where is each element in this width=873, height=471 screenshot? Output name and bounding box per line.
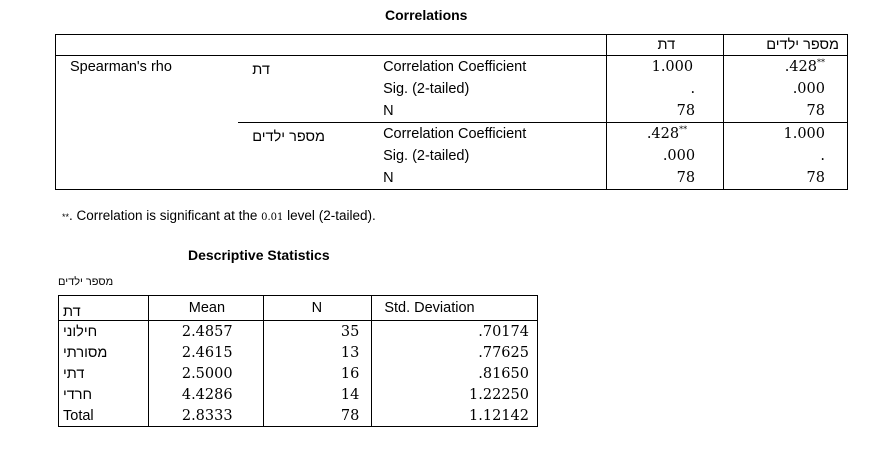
column-header-religion: דת — [607, 35, 724, 56]
mean-cell: 2.5000 — [181, 365, 233, 382]
variable-label: מספר ילדים — [58, 276, 114, 288]
footnote-tail: (2-tailed). — [318, 208, 376, 223]
footnote-marker: ** — [62, 212, 70, 222]
stat-label: Correlation Coefficient — [383, 126, 527, 142]
n-cell: 78 — [263, 405, 372, 427]
stat-label: Sig. (2-tailed) — [383, 148, 470, 164]
mean-cell: 2.8333 — [148, 405, 263, 427]
row-var-num-children: מספר ילדים — [238, 123, 375, 190]
row-label: Total — [59, 405, 149, 427]
value-cell: 78 — [607, 100, 724, 123]
n-cell: 14 — [263, 384, 372, 405]
row-var-religion: דת — [238, 56, 375, 123]
table-row — [59, 405, 538, 427]
footnote-end: level — [287, 208, 315, 223]
value-cell — [724, 56, 848, 79]
row-label: חילוני — [59, 321, 149, 343]
descriptive-header-row — [59, 296, 538, 321]
value-cell: . — [607, 78, 724, 100]
sig-marker: ** — [817, 58, 825, 68]
column-header-std-deviation: Std. Deviation — [372, 296, 538, 321]
footnote-level: 0.01 — [261, 212, 284, 223]
table-row — [56, 56, 848, 79]
stat-label: Sig. (2-tailed) — [383, 81, 470, 97]
column-header-n: N — [263, 296, 372, 321]
row-label: מסורתי — [59, 342, 149, 363]
value-cell: .000 — [607, 145, 724, 167]
value-cell: 1.000 — [607, 56, 724, 79]
table-row — [59, 342, 538, 363]
value-cell: 78 — [724, 100, 848, 123]
correlations-table — [55, 34, 848, 190]
value-cell: 78 — [724, 167, 848, 190]
n-cell: 35 — [263, 321, 372, 343]
correlation-footnote: **. Correlation is significant at the 0.01 level (2-tailed). — [62, 208, 376, 223]
sd-cell: 1.22250 — [372, 384, 538, 405]
table-row — [59, 321, 538, 343]
column-header-religion: דת — [59, 296, 149, 321]
sd-cell: .70174 — [372, 321, 538, 343]
stat-label: Correlation Coefficient — [383, 59, 527, 75]
sd-cell: .77625 — [372, 342, 538, 363]
column-header-mean: Mean — [148, 296, 263, 321]
mean-cell: 4.4286 — [181, 386, 233, 403]
value-text: .428 — [646, 126, 680, 142]
sd-cell: .81650 — [372, 363, 538, 384]
descriptive-title: Descriptive Statistics — [188, 247, 330, 263]
value-cell: 1.000 — [724, 123, 848, 146]
n-cell: 16 — [263, 363, 372, 384]
correlations-corner-cell — [56, 35, 607, 56]
table-row — [59, 363, 538, 384]
table-row — [59, 384, 538, 405]
row-label: דתי — [59, 363, 149, 384]
value-cell: . — [724, 145, 848, 167]
correlations-title: Correlations — [385, 7, 468, 23]
value-cell: 78 — [607, 167, 724, 190]
mean-cell: 2.4857 — [181, 323, 233, 340]
n-cell: 13 — [263, 342, 372, 363]
sd-cell: 1.12142 — [372, 405, 538, 427]
value-cell — [607, 123, 724, 146]
method-label: Spearman's rho — [56, 56, 239, 190]
value-cell: .000 — [724, 78, 848, 100]
column-header-num-children: מספר ילדים — [724, 35, 848, 56]
value-text: .428 — [784, 59, 817, 75]
stat-label: N — [375, 100, 607, 123]
row-label: חרדי — [59, 384, 149, 405]
mean-cell: 2.4615 — [181, 344, 233, 361]
descriptive-table — [58, 295, 538, 427]
sig-marker: ** — [679, 125, 688, 135]
stat-label: N — [375, 167, 607, 190]
correlations-header-row — [56, 35, 848, 56]
footnote-text: Correlation is significant at the — [76, 208, 258, 223]
